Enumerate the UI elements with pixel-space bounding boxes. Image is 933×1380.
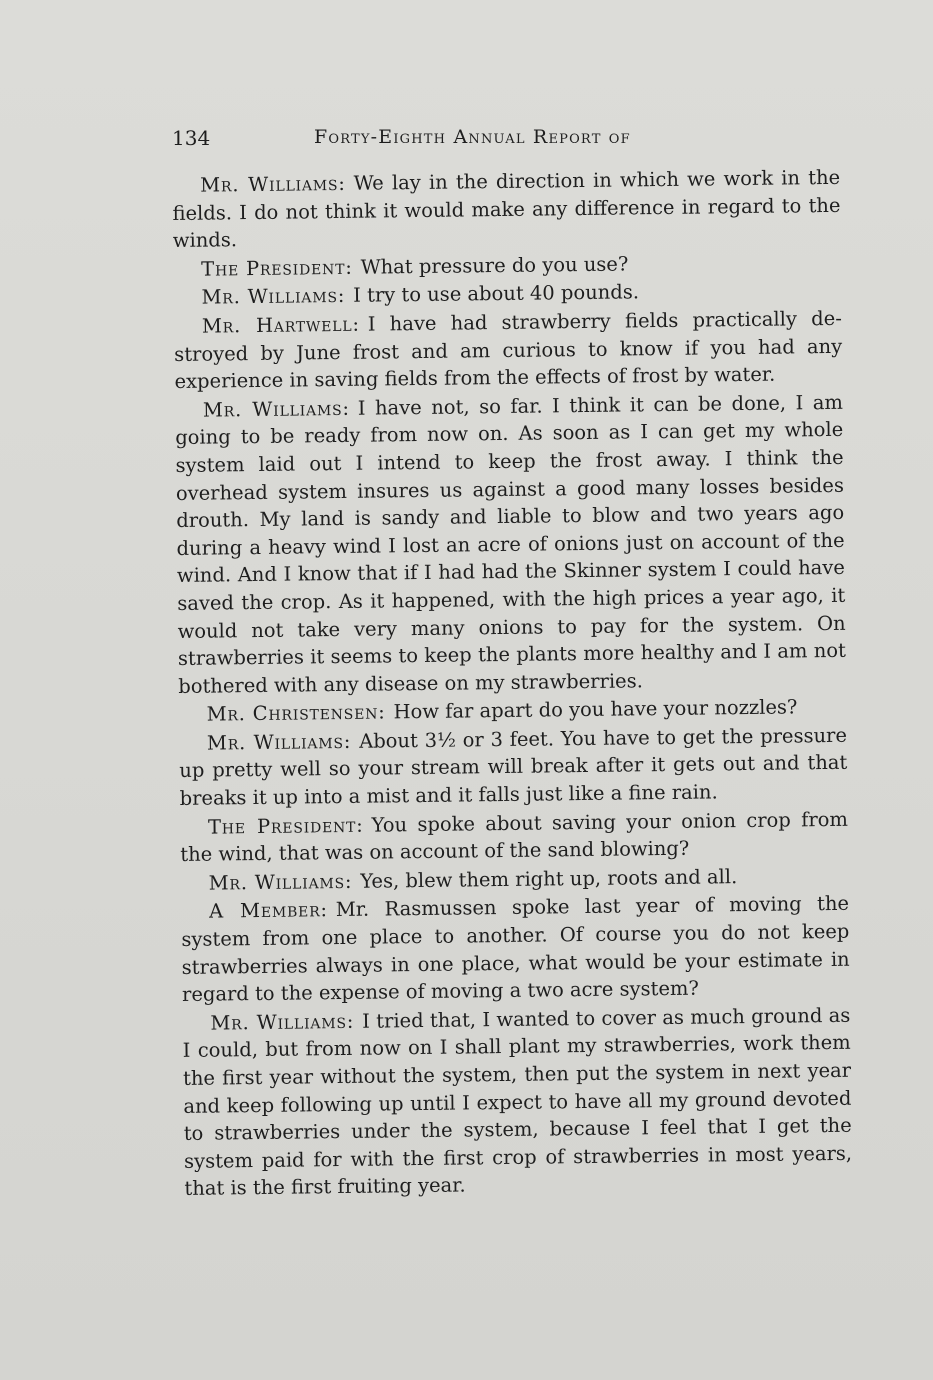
dialogue-paragraph	[175, 389, 847, 701]
speaker-name: Mr. Williams:	[210, 1009, 355, 1035]
speaker-name: Mr. Williams:	[200, 171, 346, 197]
dialogue-paragraph	[179, 722, 848, 813]
paragraph-text: You spoke about saving your onion crop from the wind, that was on account of the sand blowing?	[180, 807, 849, 867]
speaker-name: Mr. Williams:	[206, 729, 352, 755]
speaker-name: A Member:	[208, 898, 328, 924]
page-number: 134	[172, 126, 211, 150]
speaker-name: The President:	[207, 813, 364, 839]
paragraph-text: I have had strawberry fields practically destroyed by June frost and am curious to know if you had any experience in saving fields from the effects of frost by water.	[174, 306, 843, 394]
speaker-name: Mr. Williams:	[202, 396, 350, 422]
paragraph-text: What pressure do you use?	[360, 252, 629, 279]
speaker-name: Mr. Williams:	[201, 284, 346, 310]
paragraph-text: About 3½ or 3 feet. You have to get the pressure up pretty well so your stream will break after it gets out and that breaks it up into a mist and it falls just like a fine rain.	[179, 723, 848, 811]
paragraph-text: I try to use about 40 pounds.	[352, 280, 640, 308]
speaker-name: The President:	[201, 255, 353, 281]
paragraph-text: Yes, blew them right up, roots and all.	[360, 864, 738, 893]
paragraph-text: We lay in the direction in which we work in the fields. I do not think it would make any difference in regard to the winds.	[172, 165, 841, 253]
running-head: Forty-Eighth Annual Report of	[314, 126, 631, 148]
dialogue-paragraph	[182, 1002, 852, 1203]
dialogue-paragraph	[180, 805, 849, 868]
speaker-name: Mr. Williams:	[208, 869, 353, 895]
paragraph-text: I have not, so far. I think it can be done, I am going to be ready from now on. As soon as I can get my whole system laid out I intend to keep the frost away. I think the overhead system insures us against a good many losses besides drouth. My land is sandy and liable to blow and two years ago during a heavy wind I lost an acre of onions just on account of the wind. And I know that if I had had the Skinner system I could have saved the crop. As it happened, with the high prices a year ago, it would not take very many onions to pay for the system. On strawberries it seems to keep the plants more healthy and I am not bothered with any disease on my strawberries.	[175, 390, 847, 698]
speaker-name: Mr. Christensen:	[206, 700, 386, 726]
paragraph-text: I tried that, I wanted to cover as much ground as I could, but from now on I shall plant my strawberries, work them the first year without the system, then put the system in next year and keep following up until I expect to have all my ground devoted to strawberries under the system, because I feel that I get the system paid for with the first crop of strawberries in most years, that is the first fruiting year.	[182, 1003, 853, 1201]
dialogue-paragraph	[172, 164, 841, 255]
paragraph-text: How far apart do you have your nozzles?	[393, 695, 798, 724]
page-header	[172, 126, 832, 156]
dialogue-paragraph	[174, 305, 843, 396]
speaker-name: Mr. Hartwell:	[201, 312, 360, 338]
dialogue-paragraph	[181, 890, 850, 1009]
transcript-body	[172, 164, 853, 1204]
paragraph-text: Mr. Rasmussen spoke last year of moving the system from one place to another. Of course you do not keep strawberries always in one place, what would be your estimate in regard to the expense of moving a two acre system?	[181, 892, 850, 1007]
